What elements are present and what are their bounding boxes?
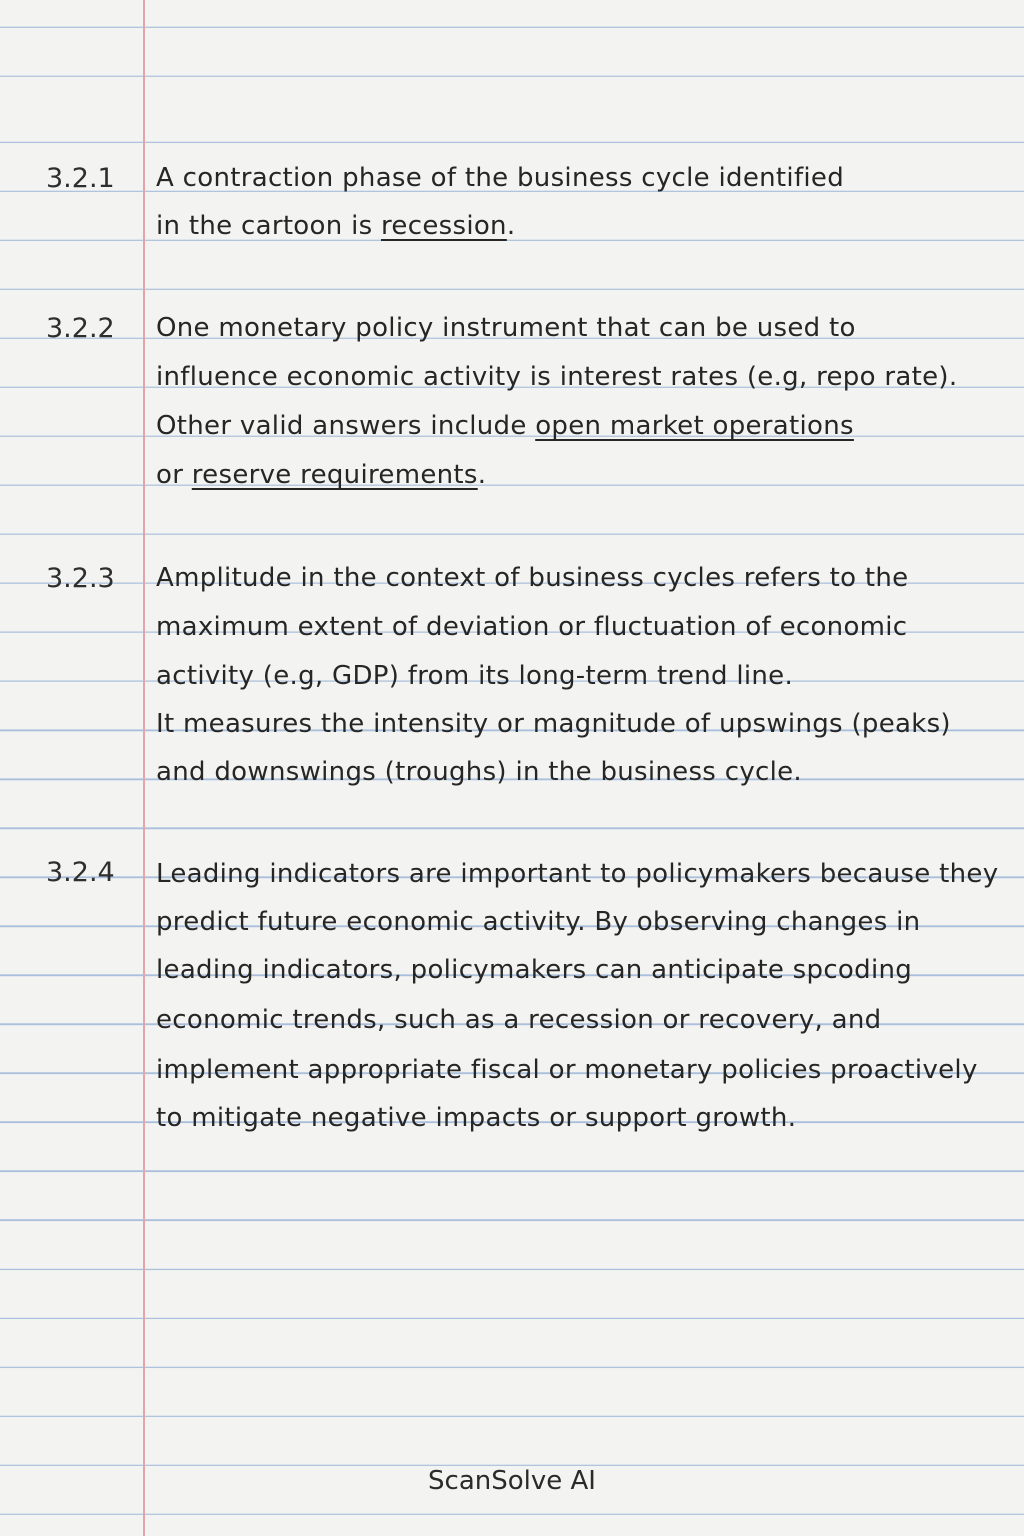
answer-text: Leading indicators are important to policymakers because they	[156, 859, 999, 889]
answer-text: influence economic activity is interest rates (e.g, repo rate).	[156, 362, 958, 392]
answer-line	[156, 652, 793, 701]
answer-text: leading indicators, policymakers can anticipate spcoding	[156, 955, 913, 985]
margin-line	[143, 0, 145, 1536]
answer-text: and downswings (troughs) in the business cycle.	[156, 757, 802, 787]
answer-line	[156, 946, 912, 995]
question-number: 3.2.1	[46, 163, 115, 194]
answer-text: implement appropriate fiscal or monetary policies proactively	[156, 1055, 978, 1085]
underlined-answer: open market operations	[535, 411, 854, 441]
answer-line	[156, 1046, 978, 1095]
answer-line	[156, 304, 856, 353]
answer-line	[156, 1094, 796, 1143]
answer-text: One monetary policy instrument that can be used to	[156, 313, 856, 343]
question-number: 3.2.2	[46, 313, 115, 344]
answer-line	[156, 850, 998, 899]
answer-line	[156, 554, 908, 603]
question-number: 3.2.3	[46, 563, 115, 594]
answer-line	[156, 353, 957, 402]
underlined-answer: reserve requirements	[191, 460, 478, 490]
answer-line	[156, 202, 515, 251]
answer-text: or	[156, 460, 192, 490]
answer-line	[156, 898, 920, 947]
answer-text: Other valid answers include	[156, 411, 536, 441]
answer-text: .	[506, 211, 516, 241]
answer-line	[156, 996, 881, 1045]
answer-text: in the cartoon is	[156, 211, 382, 241]
answer-line	[156, 451, 486, 500]
answer-line	[156, 700, 951, 749]
underlined-answer: recession	[381, 211, 507, 241]
answer-line	[156, 402, 854, 451]
answer-line	[156, 748, 802, 797]
answer-text: to mitigate negative impacts or support growth.	[156, 1103, 797, 1133]
answer-line	[156, 603, 907, 652]
answer-line	[156, 154, 844, 203]
answer-text: maximum extent of deviation or fluctuation of economic	[156, 612, 908, 642]
answer-text: predict future economic activity. By observing changes in	[156, 907, 921, 937]
watermark: ScanSolve AI	[428, 1466, 596, 1496]
question-number: 3.2.4	[46, 857, 115, 888]
answer-text: A contraction phase of the business cycle identified	[156, 163, 845, 193]
answer-text: .	[477, 460, 487, 490]
answer-text: It measures the intensity or magnitude of upswings (peaks)	[156, 709, 951, 739]
answer-text: Amplitude in the context of business cycles refers to the	[156, 563, 909, 593]
answer-text: activity (e.g, GDP) from its long-term trend line.	[156, 661, 794, 691]
answer-text: economic trends, such as a recession or recovery, and	[156, 1005, 882, 1035]
